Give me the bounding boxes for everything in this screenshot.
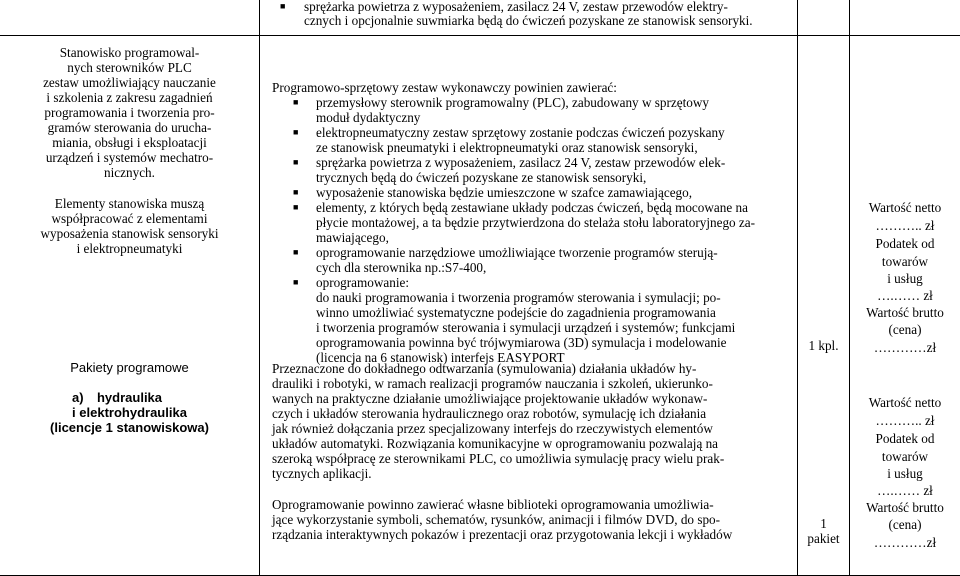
bullet-4-line-1: wyposażenie stanowiska będzie umieszczone w szafce zamawiającego, — [316, 185, 693, 200]
package-line-3: (licencje 1 stanowiskowa) — [50, 420, 209, 435]
station-line-9: nicznych. — [104, 165, 155, 180]
price-row2-line-1: Wartość netto — [868, 395, 942, 410]
price-row2-line-8: (cena) — [888, 517, 922, 532]
para1-line-1: Przeznaczone do dokładnego odtwarzania (symulowania) działania układów hy- — [272, 361, 697, 376]
elements-line-3: wyposażenia stanowisk sensoryki — [40, 226, 219, 241]
bullet-1-line-1: przemysłowy sterownik programowalny (PLC), zabudowany w sprzętowy — [316, 95, 709, 110]
station-line-6: gramów sterowania do urucha- — [47, 120, 212, 135]
package-letter: a) — [72, 390, 84, 405]
price-row1-line-2: ……….. zł — [875, 218, 935, 233]
bullet-square-icon: ■ — [280, 1, 286, 11]
quantity-row-2-number: 1 — [820, 516, 827, 531]
bullet-6-line-1: oprogramowanie narzędziowe umożliwiające tworzenie programów sterują- — [316, 245, 718, 260]
para1-line-5: jak również dołączania przez specjalizowany interfejs do rzeczywistych elementów — [272, 421, 713, 436]
bullet-square-icon: ■ — [293, 247, 299, 257]
bullet-square-icon: ■ — [293, 277, 299, 287]
para2-line-2: jące wykorzystanie symboli, schematów, rysunków, animacji i filmów DVD, do spo- — [272, 512, 721, 527]
price-row2-line-3: Podatek od — [875, 431, 935, 446]
bullet-3-line-1: sprężarka powietrza z wyposażeniem, zasilacz 24 V, zestaw przewodów elek- — [316, 155, 726, 170]
bullet-5-line-3: mawiającego, — [316, 230, 389, 245]
elements-line-2: współpracować z elementami — [51, 211, 208, 226]
para1-line-4: czych i układów sterowania hydraulicznego oraz robotów, symulację ich działania — [272, 406, 707, 421]
price-row1-line-9: …………zł — [873, 340, 937, 355]
bullet-2-line-1: elektropneumatyczny zestaw sprzętowy zostanie podczas ćwiczeń pozyskany — [316, 125, 725, 140]
price-row2-line-7: Wartość brutto — [866, 500, 944, 515]
station-line-8: urządzeń i systemów mechatro- — [45, 150, 214, 165]
quantity-row-2-unit: pakiet — [807, 531, 840, 546]
quantity-row-1: 1 kpl. — [808, 338, 839, 353]
bullet-7-line-3: winno umożliwiać systematyczne podejście do zagadnienia programowania — [316, 305, 716, 320]
price-row1-line-8: (cena) — [888, 322, 922, 337]
intro-line: Programowo-sprzętowy zestaw wykonawczy powinien zawierać: — [272, 80, 617, 95]
bullet-2-line-2: ze stanowisk pneumatyki i elektropneumatyki oraz stanowisk sensoryki, — [316, 140, 698, 155]
bullet-5-line-1: elementy, z których będą zestawiane układy podczas ćwiczeń, będą mocowane na — [316, 200, 748, 215]
top-line-1: sprężarka powietrza z wyposażeniem, zasilacz 24 V, zestaw przewodów elektry- — [304, 0, 728, 14]
quantity-cell — [798, 36, 849, 575]
price-row1-line-4: towarów — [881, 254, 929, 269]
station-line-7: miania, obsługi i eksploatacji — [52, 135, 207, 150]
price-row2-line-5: i usług — [887, 466, 923, 481]
bullet-5-line-2: płycie montażowej, a ta będzie przytwierdzona do stelaża stołu laboratoryjnego za- — [316, 215, 756, 230]
para1-line-7: szeroką współpracę ze sterownikami PLC, co umożliwia symulację pracy wielu prak- — [272, 451, 725, 466]
price-cell — [850, 36, 960, 575]
elements-line-4: i elektropneumatyki — [76, 241, 183, 256]
station-line-1: Stanowisko programowal- — [59, 45, 200, 60]
bullet-7-line-6: (licencja na 6 stanowisk) interfejs EASYPORT — [316, 350, 565, 365]
column-divider-left — [259, 0, 260, 576]
station-line-4: i szkolenia z zakresu zagadnień — [46, 90, 213, 105]
bullet-square-icon: ■ — [293, 187, 299, 197]
packages-title: Pakiety programowe — [70, 360, 189, 375]
para1-line-2: drauliki i robotyki, w ramach realizacji programów nauczania i szkoleń, ukierunko- — [272, 376, 713, 391]
station-line-2: nych sterowników PLC — [67, 60, 192, 75]
para2-line-3: rządzania interaktywnych pokazów i prezentacji oraz przygotowania lekcji i wykładów — [272, 527, 733, 542]
package-line-2: i elektrohydraulika — [72, 405, 187, 420]
price-row2-line-6: ….…… zł — [877, 483, 933, 498]
price-row2-line-4: towarów — [881, 449, 929, 464]
price-row1-line-3: Podatek od — [875, 236, 935, 251]
top-line-2: cznych i opcjonalnie suwmiarka będą do ćwiczeń pozyskane ze stanowisk sensoryki. — [304, 13, 753, 28]
bullet-7-line-5: oprogramowania powinna być trójwymiarowa (3D) symulacja i modelowanie — [316, 335, 727, 350]
bullet-3-line-2: trycznych będą do ćwiczeń pozyskane ze stanowisk sensoryki, — [316, 170, 647, 185]
para2-line-1: Oprogramowanie powinno zawierać własne biblioteki oprogramowania umożliwia- — [272, 497, 714, 512]
station-line-5: programowania i tworzenia pro- — [44, 105, 215, 120]
bullet-square-icon: ■ — [293, 157, 299, 167]
price-row1-line-5: i usług — [887, 271, 923, 286]
price-row1-line-1: Wartość netto — [868, 200, 942, 215]
bullet-square-icon: ■ — [293, 97, 299, 107]
description-cell — [262, 36, 796, 575]
para1-line-3: wanych na praktyczne działanie umożliwiające projektowanie układów wykonaw- — [272, 391, 708, 406]
bullet-square-icon: ■ — [293, 202, 299, 212]
para1-line-6: układów automatyki. Rozwiązania komunikacyjne w oprogramowaniu pozwalają na — [272, 436, 719, 451]
bullet-1-line-2: moduł dydaktyczny — [316, 110, 421, 125]
package-line-1: hydraulika — [96, 390, 163, 405]
left-column-cell — [0, 36, 259, 575]
price-row2-line-2: ……….. zł — [875, 413, 935, 428]
para1-line-8: tycznych aplikacji. — [272, 466, 372, 481]
price-row2-line-9: …………zł — [873, 535, 937, 550]
price-row1-line-7: Wartość brutto — [866, 305, 944, 320]
bullet-6-line-2: cych dla sterownika np.:S7-400, — [316, 260, 487, 275]
station-line-3: zestaw umożliwiający nauczanie — [43, 75, 216, 90]
bullet-square-icon: ■ — [293, 127, 299, 137]
bullet-7-line-1: oprogramowanie: — [316, 275, 410, 290]
elements-line-1: Elementy stanowiska muszą — [54, 196, 205, 211]
price-row1-line-6: ….…… zł — [877, 288, 933, 303]
top-continuation-cell — [262, 0, 796, 35]
bullet-7-line-4: i tworzenia programów sterowania i symulacji urządzeń i systemów; funkcjami — [316, 320, 736, 335]
bullet-7-line-2: do nauki programowania i tworzenia programów sterowania i symulacji; po- — [316, 290, 721, 305]
